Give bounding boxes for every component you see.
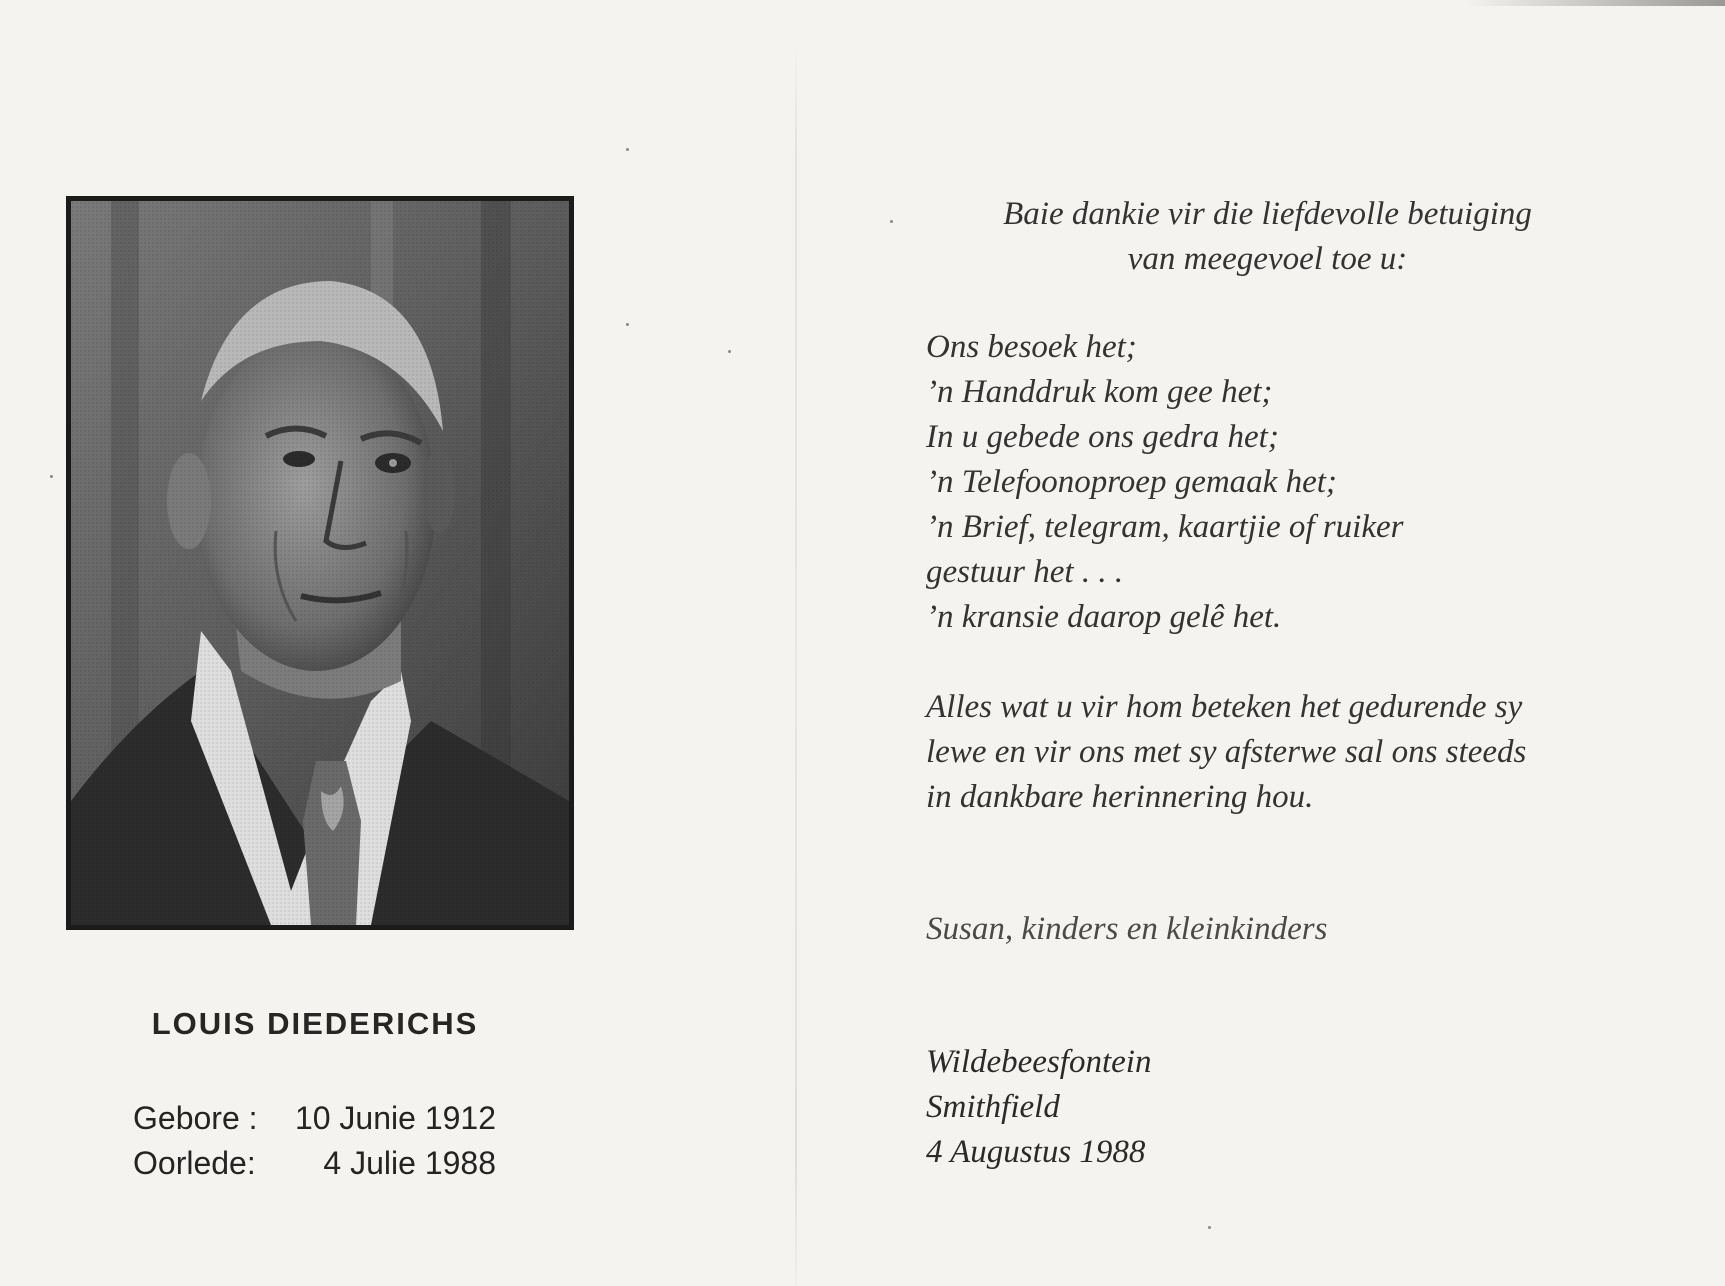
verse-line: ’n Brief, telegram, kaartjie of ruiker [926, 509, 1404, 545]
verse-line: ’n Telefoonoproep gemaak het; [926, 464, 1337, 500]
closing-line: in dankbare herinnering hou. [926, 779, 1314, 815]
deceased-name: LOUIS DIEDERICHS [151, 1006, 479, 1041]
place-line: Smithfield [926, 1089, 1060, 1125]
condolence-verse [926, 325, 1404, 640]
death-label: Oorlede: [133, 1145, 256, 1181]
death-date: 4 Julie 1988 [323, 1145, 496, 1181]
birth-label: Gebore : [133, 1100, 258, 1136]
verse-line: ’n kransie daarop gelê het. [926, 599, 1282, 635]
life-dates [133, 1096, 496, 1186]
intro-line: Baie dankie vir die liefdevolle betuiging [1003, 196, 1532, 232]
card-fold-line [795, 40, 797, 1286]
thanks-intro [900, 192, 1635, 282]
verse-line: gestuur het . . . [926, 554, 1124, 590]
closing-line: lewe en vir ons met sy afsterwe sal ons steeds [926, 734, 1527, 770]
verse-line: Ons besoek het; [926, 329, 1137, 365]
card-edge-shadow [1465, 0, 1725, 6]
intro-line: van meegevoel toe u: [1127, 241, 1408, 277]
portrait-photo [66, 196, 574, 930]
verse-line: ’n Handdruk kom gee het; [926, 374, 1273, 410]
birth-date-row [133, 1096, 496, 1141]
closing-line: Alles wat u vir hom beteken het gedurende sy [926, 689, 1523, 725]
verse-line: In u gebede ons gedra het; [926, 419, 1279, 455]
place-and-date [926, 1040, 1151, 1175]
closing-paragraph [926, 685, 1526, 820]
place-line: Wildebeesfontein [926, 1044, 1152, 1080]
letter-date: 4 Augustus 1988 [926, 1134, 1146, 1170]
birth-date: 10 Junie 1912 [294, 1100, 496, 1136]
family-signoff: Susan, kinders en kleinkinders [926, 911, 1328, 947]
death-date-row [133, 1141, 496, 1186]
portrait-image [71, 201, 569, 925]
